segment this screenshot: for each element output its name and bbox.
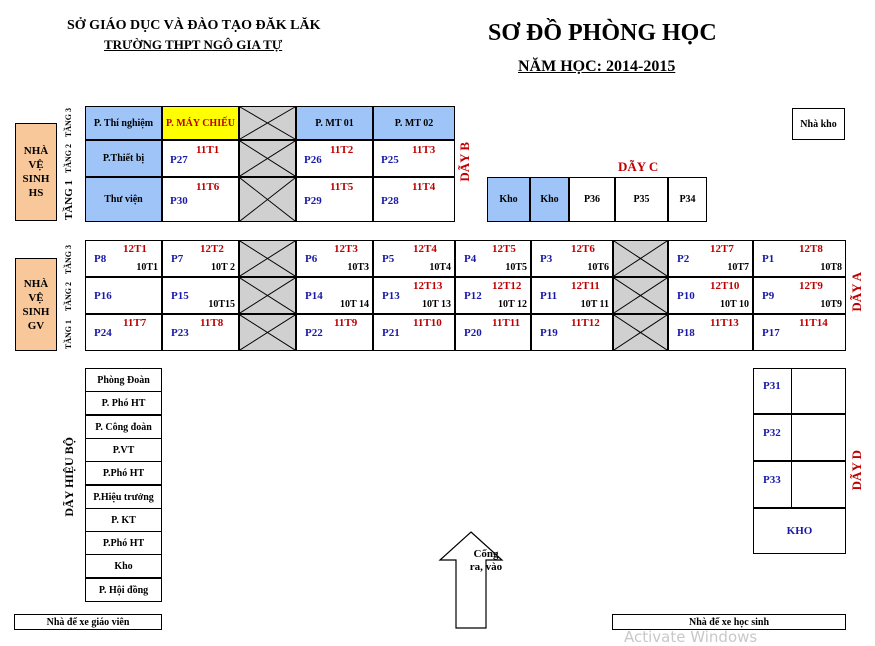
day-a-f2-class-bottom: 10T 11 xyxy=(580,299,609,310)
day-a-f3-class-bottom: 10T7 xyxy=(727,262,749,273)
day-a-f3-class-top: 12T5 xyxy=(492,243,516,255)
day-a-f3-room-number: P2 xyxy=(677,253,690,265)
day-b-f3-room xyxy=(162,106,239,140)
day-c-room xyxy=(615,177,668,222)
day-a-f1-room xyxy=(162,314,239,351)
day-a-f3-room-number: P1 xyxy=(762,253,775,265)
day-a-f3-class-top: 12T3 xyxy=(334,243,358,255)
day-b-f2-room-number: P26 xyxy=(304,154,322,166)
department-name: SỞ GIÁO DỤC VÀ ĐÀO TẠO ĐĂK LĂK xyxy=(67,18,321,33)
day-b-f2-room xyxy=(85,140,162,177)
day-a-f3-room xyxy=(296,240,373,277)
hieu-bo-room-label: P. Hội đồng xyxy=(98,584,149,596)
day-a-f2-closed-cell xyxy=(613,277,668,314)
day-a-f3-room-number: P3 xyxy=(540,253,553,265)
day-a-f2-room xyxy=(296,277,373,314)
day-b-f1-room xyxy=(373,177,455,222)
day-a-f3-closed-cell xyxy=(239,240,296,277)
day-a-f2-room-number: P16 xyxy=(94,290,112,302)
day-a-f3-room xyxy=(455,240,531,277)
day-a-label: DÃY A xyxy=(849,272,864,312)
day-d-room-extension xyxy=(791,414,846,461)
day-b-f2-closed-cell xyxy=(239,140,296,177)
day-b-label: DÃY B xyxy=(457,142,472,182)
day-c-room xyxy=(530,177,569,222)
day-b-f3-room xyxy=(296,106,373,140)
day-d-label: DÃY D xyxy=(849,450,864,491)
storage-house xyxy=(792,108,845,140)
day-a-f3-room xyxy=(162,240,239,277)
day-b-f2-room-number: P27 xyxy=(170,154,188,166)
gate-label xyxy=(456,546,516,576)
day-a-f1-room xyxy=(296,314,373,351)
activate-windows-watermark: Activate Windows xyxy=(624,628,758,646)
day-b-f2-class-label: 11T1 xyxy=(196,144,220,156)
day-a-f2-room-number: P15 xyxy=(171,290,189,302)
day-b-f3-room xyxy=(85,106,162,140)
day-d-storage xyxy=(753,508,846,554)
gate-arrow-icon xyxy=(438,530,504,630)
day-a-f2-class-bottom: 10T 10 xyxy=(720,299,749,310)
day-d-storage-label: KHO xyxy=(786,525,813,537)
day-a-f1-room-number: P22 xyxy=(305,327,323,339)
day-a-f2-room-number: P10 xyxy=(677,290,695,302)
day-a-f1-closed-cell xyxy=(613,314,668,351)
hieu-bo-room-label: P.Phó HT xyxy=(102,467,145,479)
day-a-f3-class-bottom: 10T8 xyxy=(820,262,842,273)
day-a-f2-class-top: 12T12 xyxy=(492,280,522,292)
day-a-f3-class-bottom: 10T4 xyxy=(429,262,451,273)
hieu-bo-room-label: P.VT xyxy=(112,444,135,456)
day-b-f2-room xyxy=(162,140,239,177)
hieu-bo-room-label: P. Phó HT xyxy=(101,397,146,409)
day-b-f2-room xyxy=(373,140,455,177)
day-a-f3-class-bottom: 10T1 xyxy=(136,262,158,273)
day-a-f2-room-number: P14 xyxy=(305,290,323,302)
hieu-bo-room-label: Kho xyxy=(114,560,133,572)
day-a-f1-room xyxy=(85,314,162,351)
day-d-room-number: P32 xyxy=(763,427,781,439)
teacher-parking-label: Nhà để xe giáo viên xyxy=(46,616,130,628)
floor-label-2: TẦNG 2 xyxy=(64,144,73,174)
day-b-f2-class-label: 11T3 xyxy=(412,144,436,156)
day-a-f1-room xyxy=(373,314,455,351)
day-a-f2-room xyxy=(455,277,531,314)
day-c-label: DÃY C xyxy=(618,159,659,174)
day-a-f1-class-top: 11T10 xyxy=(413,317,442,329)
day-a-f2-class-top: 12T13 xyxy=(413,280,443,292)
day-b-f1-class-label: 11T5 xyxy=(330,181,354,193)
day-b-f1-room xyxy=(296,177,373,222)
day-c-room-label: P34 xyxy=(679,194,696,205)
day-a-f3-class-top: 12T2 xyxy=(200,243,224,255)
day-b-f1-room-number: P28 xyxy=(381,195,399,207)
day-a-f2-class-top: 12T9 xyxy=(799,280,823,292)
day-a-f1-room-number: P20 xyxy=(464,327,482,339)
day-a-f3-room-number: P8 xyxy=(94,253,107,265)
teacher-parking xyxy=(14,614,162,630)
day-c-room xyxy=(668,177,707,222)
day-a-f1-class-top: 11T13 xyxy=(710,317,739,329)
day-b-f1-room-number: P30 xyxy=(170,195,188,207)
day-a-f1-room-number: P24 xyxy=(94,327,112,339)
day-a-f1-room xyxy=(753,314,846,351)
day-a-f3-room-number: P5 xyxy=(382,253,395,265)
day-a-f1-class-top: 11T12 xyxy=(571,317,600,329)
day-a-f2-room-number: P11 xyxy=(540,290,558,302)
day-a-f3-class-top: 12T1 xyxy=(123,243,147,255)
day-b-f3-room xyxy=(373,106,455,140)
day-a-f1-room-number: P23 xyxy=(171,327,189,339)
hieu-bo-room xyxy=(85,508,162,532)
day-b-f3-room-label: P. Thí nghiệm xyxy=(93,117,154,129)
day-a-f2-class-bottom: 10T 13 xyxy=(422,299,451,310)
day-a-f1-closed-cell xyxy=(239,314,296,351)
day-b-f2-room xyxy=(296,140,373,177)
day-b-f1-room xyxy=(85,177,162,222)
day-a-f2-room-number: P12 xyxy=(464,290,482,302)
floor-label-3-a: TẦNG 3 xyxy=(64,245,73,275)
day-d-room-number: P33 xyxy=(763,474,781,486)
day-b-f3-room-label: P. MT 02 xyxy=(394,117,434,129)
gate-label-text: Cổng ra, vào xyxy=(469,548,503,573)
day-d-room xyxy=(753,414,792,461)
day-a-f3-class-top: 12T8 xyxy=(799,243,823,255)
day-a-f1-class-top: 11T14 xyxy=(799,317,828,329)
day-b-f3-room-label: P. MT 01 xyxy=(315,117,354,129)
day-a-f1-class-top: 11T11 xyxy=(492,317,521,329)
day-a-f2-class-top: 12T11 xyxy=(571,280,600,292)
day-b-f1-class-label: 11T4 xyxy=(412,181,436,193)
day-d-room-number: P31 xyxy=(763,380,781,392)
day-a-f2-room xyxy=(531,277,613,314)
hieu-bo-room xyxy=(85,368,162,392)
hieu-bo-room xyxy=(85,578,162,602)
day-a-f2-class-bottom: 10T15 xyxy=(208,299,235,310)
day-b-f1-room-label: Thư viện xyxy=(104,194,143,205)
day-a-f3-room xyxy=(753,240,846,277)
student-toilet: NHÀ VỆ SINH HS xyxy=(15,123,57,221)
day-a-f3-room-number: P4 xyxy=(464,253,477,265)
day-a-f3-class-top: 12T6 xyxy=(571,243,595,255)
hieu-bo-room-label: Phòng Đoàn xyxy=(97,374,150,386)
day-a-f1-class-top: 11T8 xyxy=(200,317,224,329)
day-a-f2-room-number: P13 xyxy=(382,290,400,302)
student-parking-label: Nhà để xe học sinh xyxy=(688,616,769,628)
hieu-bo-room xyxy=(85,415,162,439)
day-b-f3-closed-cell xyxy=(239,106,296,140)
day-b-f2-room-label: P.Thiết bị xyxy=(102,153,145,164)
hieu-bo-room xyxy=(85,485,162,509)
day-a-f2-room xyxy=(373,277,455,314)
day-a-f3-room xyxy=(85,240,162,277)
day-b-f1-room-number: P29 xyxy=(304,195,322,207)
hieu-bo-room-label: P. KT xyxy=(111,514,136,526)
day-b-f1-closed-cell xyxy=(239,177,296,222)
day-a-f3-room xyxy=(373,240,455,277)
day-a-f3-class-bottom: 10T3 xyxy=(347,262,369,273)
day-d-room-extension xyxy=(791,461,846,508)
day-a-f3-class-bottom: 10T 2 xyxy=(211,262,235,273)
day-a-f2-room xyxy=(85,277,162,314)
day-b-f1-class-label: 11T6 xyxy=(196,181,220,193)
hieu-bo-room xyxy=(85,391,162,415)
day-d-room-extension xyxy=(791,368,846,414)
day-a-f2-room xyxy=(668,277,753,314)
day-c-room xyxy=(569,177,615,222)
day-a-f1-room xyxy=(455,314,531,351)
day-b-f2-room-number: P25 xyxy=(381,154,399,166)
day-b-f2-class-label: 11T2 xyxy=(330,144,354,156)
hieu-bo-room-label: P. Công đoàn xyxy=(95,421,152,433)
day-a-f1-room-number: P18 xyxy=(677,327,695,339)
day-a-f1-room-number: P17 xyxy=(762,327,780,339)
day-a-f3-class-top: 12T7 xyxy=(710,243,734,255)
teacher-toilet: NHÀ VỆ SINH GV xyxy=(15,258,57,351)
day-a-f3-room xyxy=(531,240,613,277)
day-a-f3-room-number: P6 xyxy=(305,253,318,265)
hieu-bo-room xyxy=(85,531,162,555)
day-a-f3-class-top: 12T4 xyxy=(413,243,437,255)
hieu-bo-room xyxy=(85,438,162,462)
day-a-f1-room-number: P21 xyxy=(382,327,400,339)
day-a-f2-class-bottom: 10T9 xyxy=(820,299,842,310)
day-a-f3-room xyxy=(668,240,753,277)
school-name: TRƯỜNG THPT NGÔ GIA TỰ xyxy=(104,37,283,52)
hieu-bo-room-label: P.Phó HT xyxy=(102,537,145,549)
day-d-room xyxy=(753,461,792,508)
day-a-f2-closed-cell xyxy=(239,277,296,314)
day-b-f3-room-label: P. MÁY CHIẾU xyxy=(166,117,235,129)
day-a-f3-room-number: P7 xyxy=(171,253,184,265)
day-a-f2-room-number: P9 xyxy=(762,290,775,302)
day-a-f2-class-bottom: 10T 14 xyxy=(340,299,369,310)
day-c-room-label: Kho xyxy=(540,194,559,205)
day-c-room-label: P36 xyxy=(583,194,601,205)
day-a-f1-class-top: 11T9 xyxy=(334,317,358,329)
floor-label-2-a: TẦNG 2 xyxy=(64,282,73,312)
day-c-room-label: Kho xyxy=(499,194,518,205)
day-b-f1-room xyxy=(162,177,239,222)
day-a-f2-class-top: 12T10 xyxy=(710,280,740,292)
hieu-bo-label: DÃY HIỆU BỘ xyxy=(62,437,76,517)
day-a-f1-room-number: P19 xyxy=(540,327,558,339)
hieu-bo-room-label: P.Hiệu trưởng xyxy=(93,491,154,503)
day-a-f1-room xyxy=(668,314,753,351)
day-c-room xyxy=(487,177,530,222)
hieu-bo-room xyxy=(85,461,162,485)
page-title: SƠ ĐỒ PHÒNG HỌC xyxy=(488,20,717,46)
school-year: NĂM HỌC: 2014-2015 xyxy=(518,58,676,75)
day-a-f3-class-bottom: 10T5 xyxy=(505,262,527,273)
day-a-f1-class-top: 11T7 xyxy=(123,317,147,329)
day-a-f3-class-bottom: 10T6 xyxy=(587,262,609,273)
floor-label-1: TẦNG 1 xyxy=(63,180,75,221)
day-a-f3-closed-cell xyxy=(613,240,668,277)
day-a-f2-room xyxy=(753,277,846,314)
day-d-room xyxy=(753,368,792,414)
day-a-f2-room xyxy=(162,277,239,314)
day-c-room-label: P35 xyxy=(633,194,650,205)
storage-house-label: Nhà kho xyxy=(800,118,837,130)
floor-label-1-a: TẦNG 1 xyxy=(64,320,73,350)
hieu-bo-room xyxy=(85,554,162,578)
day-a-f2-class-bottom: 10T 12 xyxy=(498,299,527,310)
day-a-f1-room xyxy=(531,314,613,351)
floor-label-3: TẦNG 3 xyxy=(64,108,73,138)
